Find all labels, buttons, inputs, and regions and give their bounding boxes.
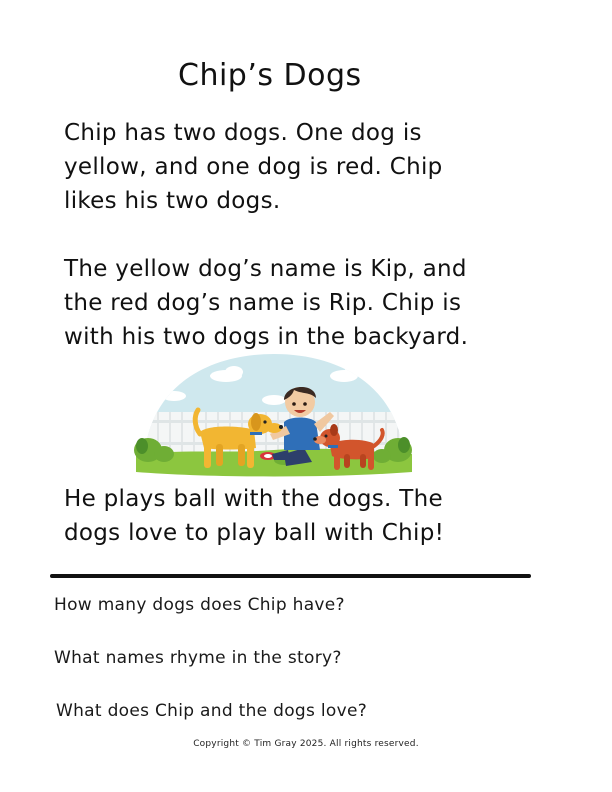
story-paragraph-1	[64, 116, 443, 218]
divider	[50, 574, 531, 578]
question-2: What names rhyme in the story?	[54, 648, 342, 668]
story-line: likes his two dogs.	[64, 188, 281, 214]
story-line: yellow, and one dog is red. Chip	[64, 154, 443, 180]
story-line: Chip has two dogs. One dog is	[64, 120, 422, 146]
question-1: How many dogs does Chip have?	[54, 595, 345, 615]
story-line: dogs love to play ball with Chip!	[64, 520, 445, 546]
story-line: The yellow dog’s name is Kip, and	[64, 256, 467, 282]
story-paragraph-2	[64, 252, 468, 354]
page-title: Chip’s Dogs	[178, 58, 362, 93]
story-line: the red dog’s name is Rip. Chip is	[64, 290, 462, 316]
boy-and-dogs-illustration	[134, 350, 414, 480]
story-line: He plays ball with the dogs. The	[64, 486, 443, 512]
story-paragraph-3	[64, 482, 444, 550]
copyright-notice: Copyright © Tim Gray 2025. All rights reserved.	[193, 739, 419, 749]
story-line: with his two dogs in the backyard.	[64, 324, 469, 350]
question-3: What does Chip and the dogs love?	[56, 701, 368, 721]
